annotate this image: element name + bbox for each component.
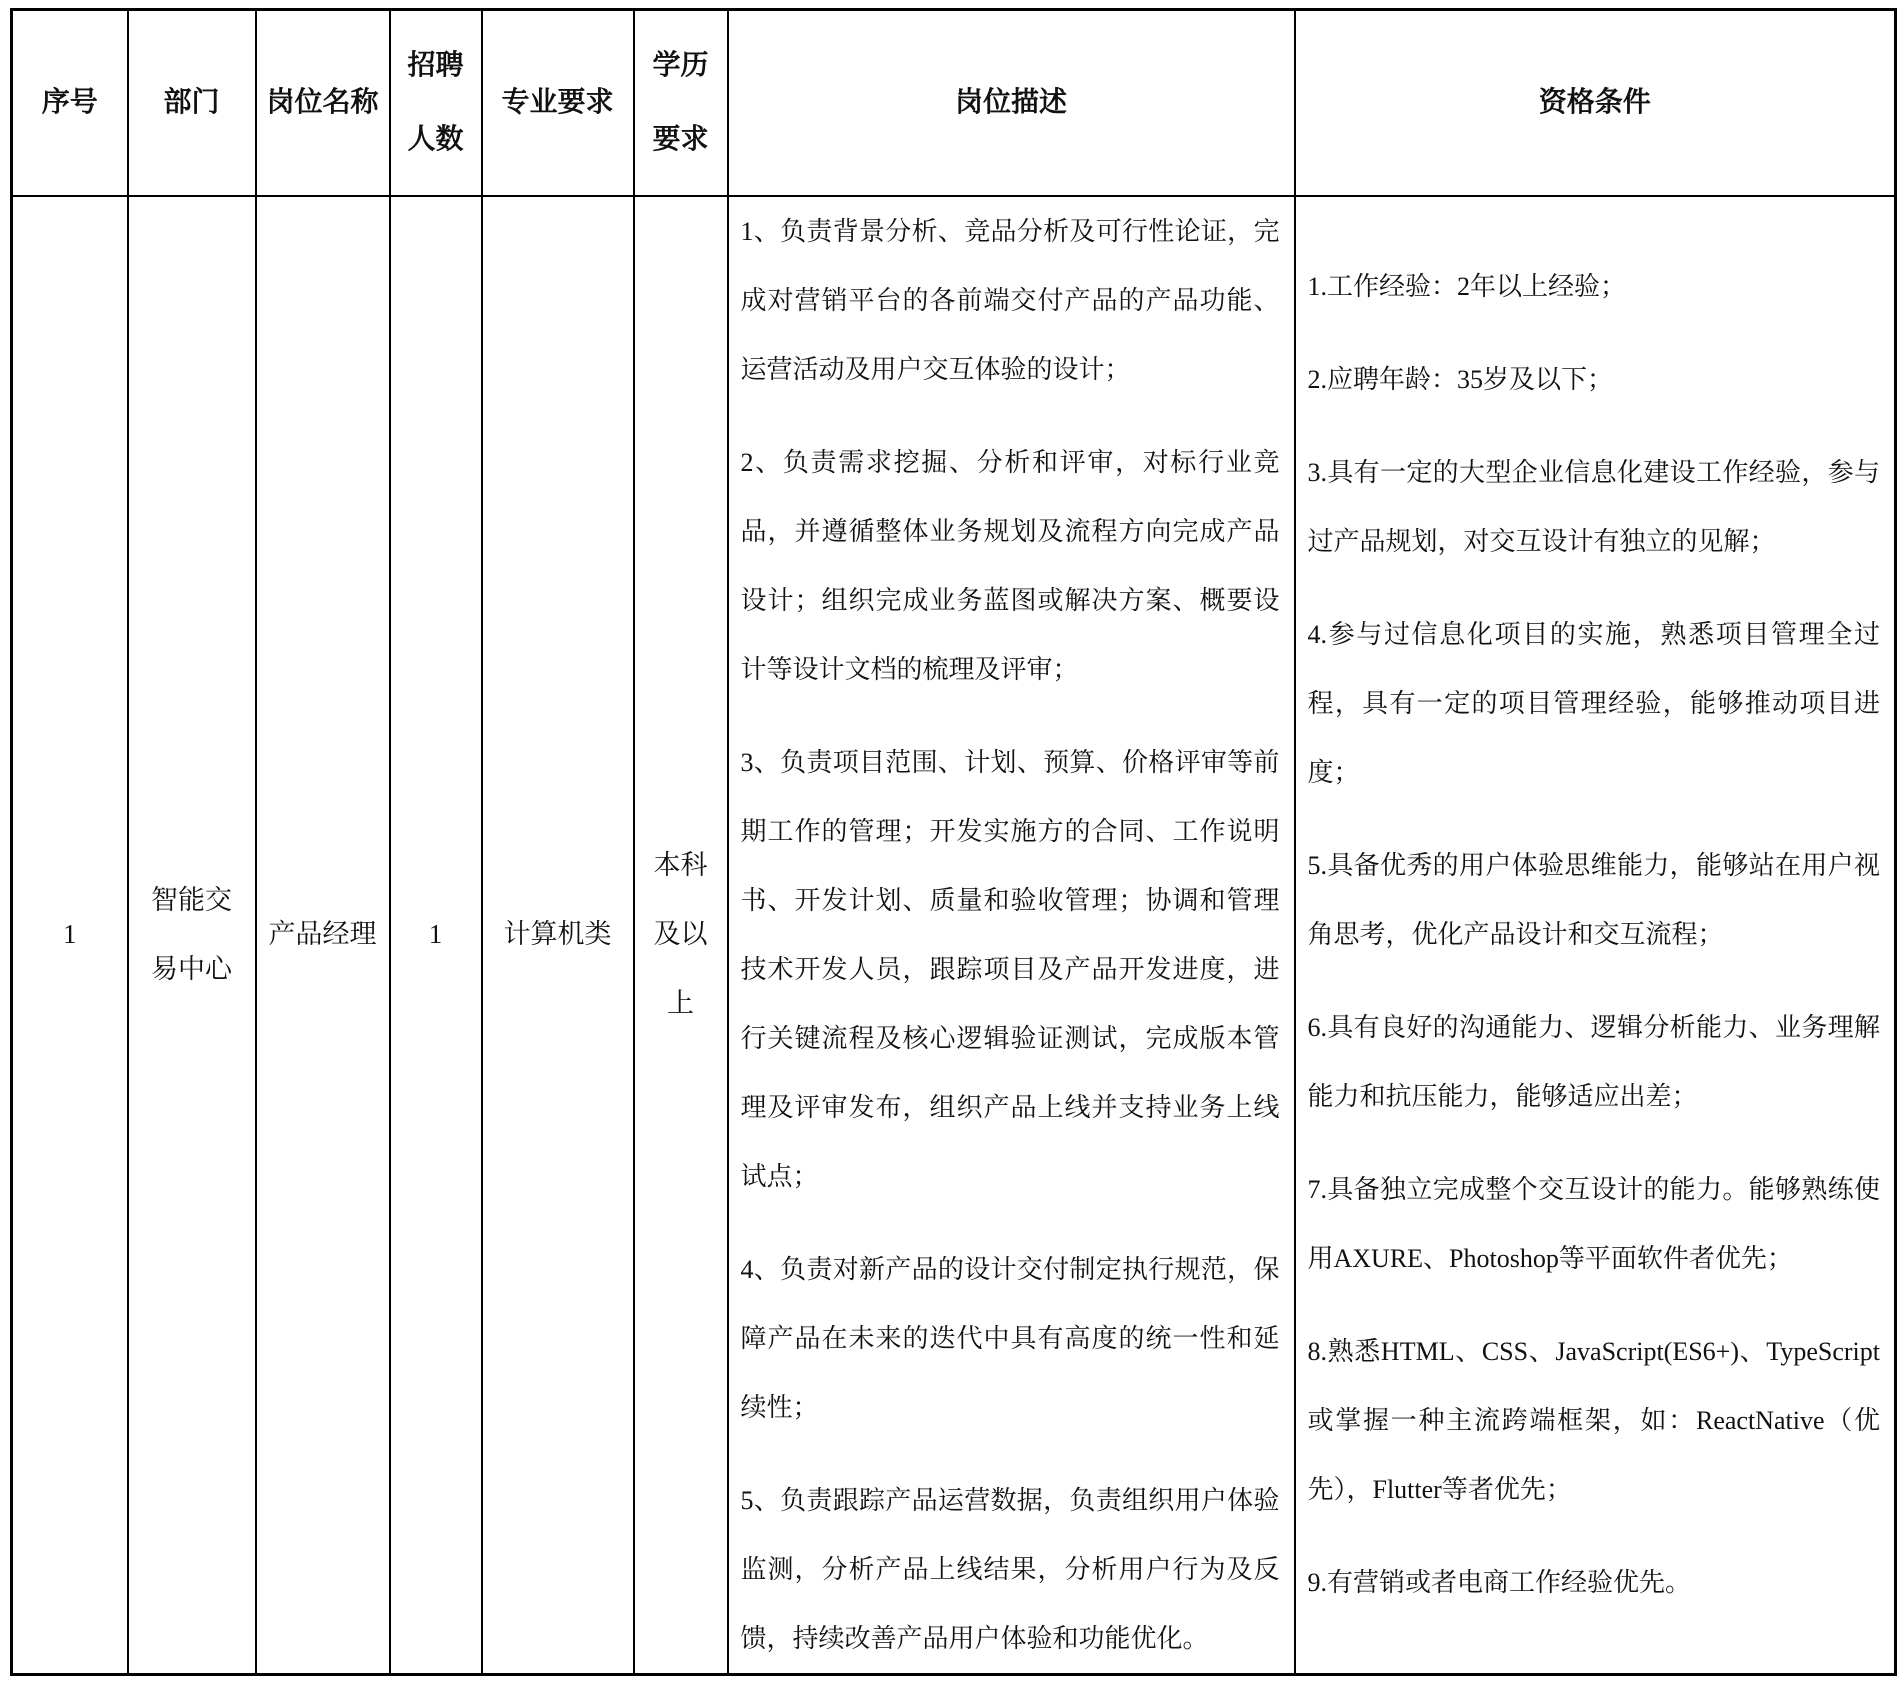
- col-header-education: 学历要求: [634, 10, 728, 196]
- cell-qualifications: [1295, 196, 1896, 1675]
- paragraph: 9.有营销或者电商工作经验优先。: [1307, 1568, 1692, 1597]
- col-header-job-description: 岗位描述: [728, 10, 1295, 196]
- col-header-seq: 序号: [12, 10, 128, 196]
- paragraph: 4.参与过信息化项目的实施，熟悉项目管理全过程，具有一定的项目管理经验，能够推动项目进度；: [1307, 620, 1880, 787]
- paragraph: 5.具备优秀的用户体验思维能力，能够站在用户视角思考，优化产品设计和交互流程；: [1307, 851, 1880, 949]
- col-header-position: 岗位名称: [256, 10, 390, 196]
- paragraph: 2、负责需求挖掘、分析和评审，对标行业竞品，并遵循整体业务规划及流程方向完成产品设计；组织完成业务蓝图或解决方案、概要设计等设计文档的梳理及评审；: [740, 447, 1280, 684]
- paragraph: 5、负责跟踪产品运营数据，负责组织用户体验监测，分析产品上线结果，分析用户行为及反馈，持续改善产品用户体验和功能优化。: [740, 1485, 1280, 1653]
- cell-education: 本科及以上: [634, 196, 728, 1675]
- header-row: [12, 10, 1896, 196]
- paragraph: 7.具备独立完成整个交互设计的能力。能够熟练使用AXURE、Photoshop等平面软件者优先；: [1307, 1175, 1880, 1273]
- paragraph: 1、负责背景分析、竞品分析及可行性论证，完成对营销平台的各前端交付产品的产品功能、运营活动及用户交互体验的设计；: [740, 216, 1280, 384]
- col-header-qualifications: 资格条件: [1295, 10, 1896, 196]
- cell-position: 产品经理: [256, 196, 390, 1675]
- paragraph: 2.应聘年龄：35岁及以下；: [1307, 365, 1614, 394]
- col-header-major: 专业要求: [482, 10, 634, 196]
- paragraph: 3、负责项目范围、计划、预算、价格评审等前期工作的管理；开发实施方的合同、工作说明书、开发计划、质量和验收管理；协调和管理技术开发人员，跟踪项目及产品开发进度，进行关键流程及核心逻辑验证测试，完成版本管理及评审发布，组织产品上线并支持业务上线试点；: [740, 747, 1280, 1191]
- recruitment-table: [10, 8, 1897, 1676]
- paragraph: 8.熟悉HTML、CSS、JavaScript(ES6+)、TypeScript或掌握一种主流跨端框架，如：ReactNative（优先），Flutter等者优先；: [1307, 1337, 1880, 1504]
- cell-major: 计算机类: [482, 196, 634, 1675]
- table-row: [12, 196, 1896, 1675]
- col-header-department: 部门: [128, 10, 256, 196]
- cell-department: 智能交易中心: [128, 196, 256, 1675]
- cell-headcount: 1: [390, 196, 482, 1675]
- paragraph: 4、负责对新产品的设计交付制定执行规范，保障产品在未来的迭代中具有高度的统一性和延续性；: [740, 1254, 1280, 1422]
- paragraph: 3.具有一定的大型企业信息化建设工作经验，参与过产品规划，对交互设计有独立的见解；: [1307, 458, 1880, 556]
- paragraph: 6.具有良好的沟通能力、逻辑分析能力、业务理解能力和抗压能力，能够适应出差；: [1307, 1013, 1880, 1111]
- paragraph: 1.工作经验：2年以上经验；: [1307, 272, 1627, 301]
- col-header-headcount: 招聘人数: [390, 10, 482, 196]
- cell-seq: 1: [12, 196, 128, 1675]
- cell-job-description: [728, 196, 1295, 1675]
